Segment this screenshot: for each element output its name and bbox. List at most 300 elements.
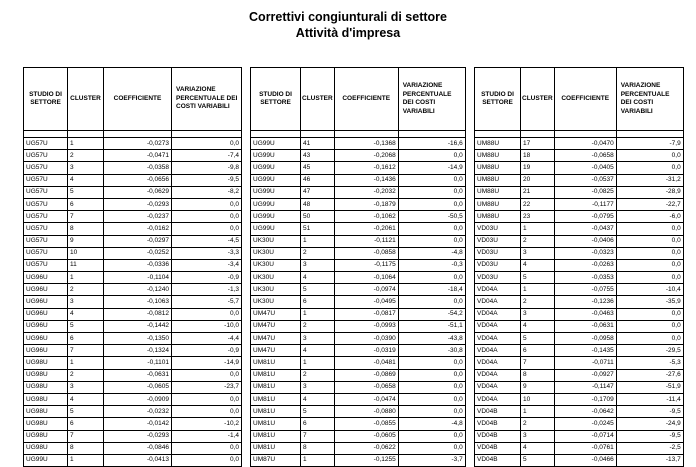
studio-cell: UG96U xyxy=(24,333,68,345)
header-spacer-row xyxy=(251,131,466,138)
table-row xyxy=(24,284,242,296)
cluster-cell: 2 xyxy=(68,369,104,381)
cluster-cell: 5 xyxy=(68,406,104,418)
studio-cell: UG98U xyxy=(24,442,68,454)
header-coefficiente: COEFFICIENTE xyxy=(104,68,172,131)
cluster-cell: 50 xyxy=(301,211,335,223)
studio-cell: UK30U xyxy=(251,259,301,271)
variazione-cell: 0,0 xyxy=(398,430,465,442)
studio-cell: UG57U xyxy=(24,235,68,247)
document-subtitle: Attività d'impresa xyxy=(295,26,401,40)
table-row xyxy=(475,186,684,198)
header-variazione: VARIAZIONE PERCENTUALE DEI COSTI VARIABILI xyxy=(172,68,242,131)
studio-cell: UM88U xyxy=(475,186,521,198)
coefficiente-cell: -0,0470 xyxy=(554,138,616,150)
variazione-cell: 0,0 xyxy=(398,296,465,308)
coefficiente-cell: -0,0252 xyxy=(104,247,172,259)
coefficiente-cell: -0,1175 xyxy=(334,259,398,271)
studio-cell: UG57U xyxy=(24,247,68,259)
cluster-cell: 3 xyxy=(301,259,335,271)
studio-cell: UM81U xyxy=(251,442,301,454)
table-row xyxy=(475,406,684,418)
studio-cell: UG57U xyxy=(24,259,68,271)
cluster-cell: 21 xyxy=(521,186,555,198)
variazione-cell: -27,6 xyxy=(616,369,683,381)
table-row xyxy=(251,357,466,369)
table-row xyxy=(251,272,466,284)
coefficiente-cell: -0,1435 xyxy=(554,345,616,357)
coefficiente-cell: -0,1612 xyxy=(334,162,398,174)
variazione-cell: -3,4 xyxy=(172,259,242,271)
header-cluster: CLUSTER xyxy=(521,68,555,131)
cluster-cell: 2 xyxy=(301,247,335,259)
studio-cell: VD04A xyxy=(475,296,521,308)
studio-cell: UG98U xyxy=(24,393,68,405)
variazione-cell: -5,7 xyxy=(172,296,242,308)
variazione-cell: 0,0 xyxy=(172,223,242,235)
studio-cell: UG99U xyxy=(251,150,301,162)
cluster-cell: 17 xyxy=(521,138,555,150)
cluster-cell: 4 xyxy=(301,272,335,284)
coefficiente-cell: -0,0323 xyxy=(554,247,616,259)
table-row xyxy=(475,333,684,345)
studio-cell: UG57U xyxy=(24,211,68,223)
variazione-cell: -13,7 xyxy=(616,454,683,466)
coefficiente-cell: -0,0855 xyxy=(334,418,398,430)
cluster-cell: 3 xyxy=(521,308,555,320)
coefficiente-cell: -0,0880 xyxy=(334,406,398,418)
variazione-cell: -50,5 xyxy=(398,211,465,223)
variazione-cell: -4,8 xyxy=(398,247,465,259)
coefficiente-cell: -0,0631 xyxy=(104,369,172,381)
header-studio: STUDIO DI SETTORE xyxy=(24,68,68,131)
table-row xyxy=(251,235,466,247)
studio-cell: UM81U xyxy=(251,357,301,369)
cluster-cell: 8 xyxy=(68,442,104,454)
studio-cell: UM47U xyxy=(251,308,301,320)
variazione-cell: -5,3 xyxy=(616,357,683,369)
variazione-cell: 0,0 xyxy=(398,442,465,454)
variazione-cell: 0,0 xyxy=(398,235,465,247)
cluster-cell: 3 xyxy=(521,247,555,259)
studio-cell: UG98U xyxy=(24,381,68,393)
coefficiente-cell: -0,0629 xyxy=(104,186,172,198)
coefficiente-cell: -0,0605 xyxy=(334,430,398,442)
cluster-cell: 7 xyxy=(521,357,555,369)
studio-cell: UK30U xyxy=(251,235,301,247)
cluster-cell: 5 xyxy=(301,406,335,418)
table-row xyxy=(24,138,242,150)
header-cluster: CLUSTER xyxy=(68,68,104,131)
cluster-cell: 6 xyxy=(68,418,104,430)
table-row xyxy=(251,430,466,442)
table-row xyxy=(475,284,684,296)
variazione-cell: 0,0 xyxy=(616,235,683,247)
coefficiente-cell: -0,1879 xyxy=(334,198,398,210)
spacer-cell xyxy=(475,131,521,138)
studio-cell: UG98U xyxy=(24,418,68,430)
coefficiente-cell: -0,1236 xyxy=(554,296,616,308)
studio-cell: UM88U xyxy=(475,211,521,223)
coefficiente-cell: -0,0293 xyxy=(104,198,172,210)
studio-cell: UM88U xyxy=(475,162,521,174)
cluster-cell: 5 xyxy=(68,320,104,332)
studio-cell: UG57U xyxy=(24,138,68,150)
table-row xyxy=(251,211,466,223)
studio-cell: VD04B xyxy=(475,430,521,442)
table-row xyxy=(24,198,242,210)
table-row xyxy=(251,247,466,259)
cluster-cell: 43 xyxy=(301,150,335,162)
variazione-cell: 0,0 xyxy=(172,406,242,418)
coefficiente-cell: -0,0162 xyxy=(104,223,172,235)
studio-cell: UM47U xyxy=(251,320,301,332)
spacer-cell xyxy=(68,131,104,138)
coefficiente-cell: -0,0474 xyxy=(334,393,398,405)
header-coefficiente: COEFFICIENTE xyxy=(334,68,398,131)
studio-cell: UM88U xyxy=(475,174,521,186)
variazione-cell: 0,0 xyxy=(616,320,683,332)
cluster-cell: 1 xyxy=(301,308,335,320)
studio-cell: VD04A xyxy=(475,381,521,393)
variazione-cell: 0,0 xyxy=(616,308,683,320)
coefficiente-cell: -0,0812 xyxy=(104,308,172,320)
studio-cell: UG98U xyxy=(24,369,68,381)
cluster-cell: 1 xyxy=(301,235,335,247)
variazione-cell: -4,8 xyxy=(398,418,465,430)
table-row xyxy=(475,259,684,271)
spacer-cell xyxy=(554,131,616,138)
table-row xyxy=(251,333,466,345)
table-row xyxy=(475,381,684,393)
table-row xyxy=(24,406,242,418)
studio-cell: UK30U xyxy=(251,272,301,284)
coefficiente-cell: -0,1177 xyxy=(554,198,616,210)
coefficiente-cell: -0,0755 xyxy=(554,284,616,296)
table-row xyxy=(24,272,242,284)
table-row xyxy=(475,320,684,332)
coefficiente-cell: -0,0869 xyxy=(334,369,398,381)
table-row xyxy=(24,430,242,442)
coefficiente-cell: -0,0658 xyxy=(334,381,398,393)
studio-cell: UG57U xyxy=(24,223,68,235)
table-row xyxy=(24,247,242,259)
header-cluster: CLUSTER xyxy=(301,68,335,131)
table-row xyxy=(475,150,684,162)
header-studio: STUDIO DI SETTORE xyxy=(475,68,521,131)
studio-cell: UG99U xyxy=(251,211,301,223)
table-row xyxy=(24,345,242,357)
studio-cell: UG99U xyxy=(251,162,301,174)
cluster-cell: 5 xyxy=(521,454,555,466)
cluster-cell: 5 xyxy=(301,284,335,296)
variazione-cell: -2,5 xyxy=(616,442,683,454)
studio-cell: UG57U xyxy=(24,150,68,162)
coefficiente-cell: -0,0263 xyxy=(554,259,616,271)
coefficiente-cell: -0,0605 xyxy=(104,381,172,393)
cluster-cell: 2 xyxy=(521,418,555,430)
coefficiente-cell: -0,0495 xyxy=(334,296,398,308)
coefficiente-cell: -0,1063 xyxy=(104,296,172,308)
coefficiente-cell: -0,1324 xyxy=(104,345,172,357)
variazione-cell: 0,0 xyxy=(616,150,683,162)
coefficiente-cell: -0,0974 xyxy=(334,284,398,296)
coefficiente-cell: -0,1101 xyxy=(104,357,172,369)
variazione-cell: -23,7 xyxy=(172,381,242,393)
cluster-cell: 3 xyxy=(521,430,555,442)
variazione-cell: -1,3 xyxy=(172,284,242,296)
variazione-cell: -28,9 xyxy=(616,186,683,198)
variazione-cell: -3,7 xyxy=(398,454,465,466)
table-row xyxy=(251,393,466,405)
variazione-cell: -1,4 xyxy=(172,430,242,442)
cluster-cell: 2 xyxy=(301,320,335,332)
header-variazione: VARIAZIONE PERCENTUALE DEI COSTI VARIABILI xyxy=(616,68,683,131)
table-row xyxy=(475,430,684,442)
table-row xyxy=(475,357,684,369)
cluster-cell: 1 xyxy=(301,357,335,369)
coefficient-table-1 xyxy=(23,67,242,467)
cluster-cell: 1 xyxy=(68,138,104,150)
coefficiente-cell: -0,1064 xyxy=(334,272,398,284)
coefficiente-cell: -0,0761 xyxy=(554,442,616,454)
table-row xyxy=(475,138,684,150)
spacer-cell xyxy=(334,131,398,138)
variazione-cell: -43,8 xyxy=(398,333,465,345)
studio-cell: VD04A xyxy=(475,308,521,320)
table-row xyxy=(251,162,466,174)
variazione-cell: 0,0 xyxy=(398,369,465,381)
studio-cell: UG99U xyxy=(251,198,301,210)
variazione-cell: 0,0 xyxy=(398,357,465,369)
table-row xyxy=(475,345,684,357)
cluster-cell: 5 xyxy=(521,333,555,345)
coefficiente-cell: -0,0232 xyxy=(104,406,172,418)
coefficiente-cell: -0,1436 xyxy=(334,174,398,186)
table-row xyxy=(475,211,684,223)
coefficiente-cell: -0,0481 xyxy=(334,357,398,369)
table-row xyxy=(251,138,466,150)
cluster-cell: 3 xyxy=(301,333,335,345)
table-row xyxy=(475,393,684,405)
cluster-cell: 22 xyxy=(521,198,555,210)
cluster-cell: 3 xyxy=(68,162,104,174)
coefficiente-cell: -0,0846 xyxy=(104,442,172,454)
studio-cell: UM47U xyxy=(251,333,301,345)
table-row xyxy=(475,308,684,320)
coefficiente-cell: -0,0319 xyxy=(334,345,398,357)
cluster-cell: 45 xyxy=(301,162,335,174)
variazione-cell: -11,4 xyxy=(616,393,683,405)
table-row xyxy=(475,174,684,186)
cluster-cell: 1 xyxy=(301,454,335,466)
coefficiente-cell: -0,1255 xyxy=(334,454,398,466)
variazione-cell: 0,0 xyxy=(398,223,465,235)
studio-cell: UK30U xyxy=(251,296,301,308)
variazione-cell: -9,8 xyxy=(172,162,242,174)
studio-cell: VD03U xyxy=(475,259,521,271)
studio-cell: UM88U xyxy=(475,138,521,150)
table-row xyxy=(251,259,466,271)
studio-cell: UM88U xyxy=(475,198,521,210)
cluster-cell: 8 xyxy=(301,442,335,454)
coefficiente-cell: -0,0142 xyxy=(104,418,172,430)
table-row xyxy=(24,223,242,235)
cluster-cell: 6 xyxy=(68,198,104,210)
variazione-cell: -8,2 xyxy=(172,186,242,198)
coefficiente-cell: -0,0237 xyxy=(104,211,172,223)
studio-cell: VD04B xyxy=(475,442,521,454)
cluster-cell: 41 xyxy=(301,138,335,150)
coefficiente-cell: -0,0958 xyxy=(554,333,616,345)
variazione-cell: 0,0 xyxy=(172,454,242,466)
table-row xyxy=(251,418,466,430)
table-row xyxy=(251,223,466,235)
table-row xyxy=(24,150,242,162)
coefficiente-cell: -0,0405 xyxy=(554,162,616,174)
table-row xyxy=(251,381,466,393)
studio-cell: VD04B xyxy=(475,454,521,466)
coefficiente-cell: -0,0795 xyxy=(554,211,616,223)
coefficiente-cell: -0,0825 xyxy=(554,186,616,198)
table-row xyxy=(24,333,242,345)
table-row xyxy=(24,174,242,186)
coefficiente-cell: -0,0273 xyxy=(104,138,172,150)
variazione-cell: -16,6 xyxy=(398,138,465,150)
cluster-cell: 51 xyxy=(301,223,335,235)
studio-cell: VD04A xyxy=(475,345,521,357)
spacer-cell xyxy=(616,131,683,138)
table-row xyxy=(251,320,466,332)
variazione-cell: -6,0 xyxy=(616,211,683,223)
cluster-cell: 3 xyxy=(301,381,335,393)
header-coefficiente: COEFFICIENTE xyxy=(554,68,616,131)
variazione-cell: -7,9 xyxy=(616,138,683,150)
table-row xyxy=(251,308,466,320)
table-row xyxy=(475,296,684,308)
variazione-cell: -29,5 xyxy=(616,345,683,357)
variazione-cell: 0,0 xyxy=(616,162,683,174)
coefficiente-cell: -0,1709 xyxy=(554,393,616,405)
table-row xyxy=(251,150,466,162)
spacer-cell xyxy=(398,131,465,138)
coefficiente-cell: -0,0858 xyxy=(334,247,398,259)
table-row xyxy=(475,223,684,235)
studio-cell: UM81U xyxy=(251,393,301,405)
coefficiente-cell: -0,0631 xyxy=(554,320,616,332)
coefficiente-cell: -0,0245 xyxy=(554,418,616,430)
studio-cell: UG98U xyxy=(24,357,68,369)
cluster-cell: 4 xyxy=(301,393,335,405)
studio-cell: VD04B xyxy=(475,418,521,430)
studio-cell: UG96U xyxy=(24,296,68,308)
coefficient-table-2 xyxy=(250,67,466,467)
studio-cell: VD04A xyxy=(475,333,521,345)
studio-cell: UG96U xyxy=(24,320,68,332)
table-row xyxy=(251,198,466,210)
table-row xyxy=(24,235,242,247)
studio-cell: UG98U xyxy=(24,430,68,442)
studio-cell: UG99U xyxy=(251,138,301,150)
coefficiente-cell: -0,0471 xyxy=(104,150,172,162)
spacer-cell xyxy=(172,131,242,138)
coefficiente-cell: -0,0714 xyxy=(554,430,616,442)
coefficiente-cell: -0,1350 xyxy=(104,333,172,345)
coefficiente-cell: -0,0642 xyxy=(554,406,616,418)
cluster-cell: 3 xyxy=(68,296,104,308)
coefficiente-cell: -0,0437 xyxy=(554,223,616,235)
variazione-cell: -22,7 xyxy=(616,198,683,210)
coefficiente-cell: -0,0658 xyxy=(554,150,616,162)
cluster-cell: 8 xyxy=(521,369,555,381)
variazione-cell: -0,9 xyxy=(172,272,242,284)
studio-cell: UG57U xyxy=(24,174,68,186)
table-row xyxy=(24,186,242,198)
variazione-cell: 0,0 xyxy=(398,174,465,186)
coefficiente-cell: -0,2068 xyxy=(334,150,398,162)
variazione-cell: 0,0 xyxy=(172,442,242,454)
table-row xyxy=(251,442,466,454)
cluster-cell: 2 xyxy=(301,369,335,381)
table-row xyxy=(251,186,466,198)
studio-cell: UG96U xyxy=(24,284,68,296)
studio-cell: UM81U xyxy=(251,381,301,393)
coefficient-table-3 xyxy=(474,67,684,467)
variazione-cell: -18,4 xyxy=(398,284,465,296)
cluster-cell: 6 xyxy=(68,333,104,345)
variazione-cell: 0,0 xyxy=(172,198,242,210)
studio-cell: UM47U xyxy=(251,345,301,357)
studio-cell: UG96U xyxy=(24,272,68,284)
cluster-cell: 4 xyxy=(68,174,104,186)
cluster-cell: 46 xyxy=(301,174,335,186)
coefficiente-cell: -0,1104 xyxy=(104,272,172,284)
cluster-cell: 1 xyxy=(521,406,555,418)
studio-cell: UG57U xyxy=(24,162,68,174)
table-row xyxy=(475,162,684,174)
variazione-cell: -9,5 xyxy=(172,174,242,186)
table-row xyxy=(475,418,684,430)
table-row xyxy=(251,345,466,357)
variazione-cell: 0,0 xyxy=(616,272,683,284)
variazione-cell: -14,9 xyxy=(172,357,242,369)
table-row xyxy=(24,296,242,308)
variazione-cell: 0,0 xyxy=(398,186,465,198)
cluster-cell: 9 xyxy=(68,235,104,247)
table-row xyxy=(475,235,684,247)
table-row xyxy=(24,211,242,223)
cluster-cell: 1 xyxy=(68,454,104,466)
coefficiente-cell: -0,2032 xyxy=(334,186,398,198)
cluster-cell: 4 xyxy=(68,308,104,320)
studio-cell: VD04B xyxy=(475,406,521,418)
cluster-cell: 2 xyxy=(521,296,555,308)
cluster-cell: 18 xyxy=(521,150,555,162)
cluster-cell: 6 xyxy=(521,345,555,357)
studio-cell: VD03U xyxy=(475,247,521,259)
variazione-cell: -24,9 xyxy=(616,418,683,430)
table-row xyxy=(24,259,242,271)
coefficiente-cell: -0,0466 xyxy=(554,454,616,466)
variazione-cell: 0,0 xyxy=(616,259,683,271)
coefficiente-cell: -0,1368 xyxy=(334,138,398,150)
cluster-cell: 1 xyxy=(521,284,555,296)
variazione-cell: -9,5 xyxy=(616,406,683,418)
spacer-cell xyxy=(301,131,335,138)
cluster-cell: 20 xyxy=(521,174,555,186)
studio-cell: VD04A xyxy=(475,357,521,369)
variazione-cell: -9,5 xyxy=(616,430,683,442)
